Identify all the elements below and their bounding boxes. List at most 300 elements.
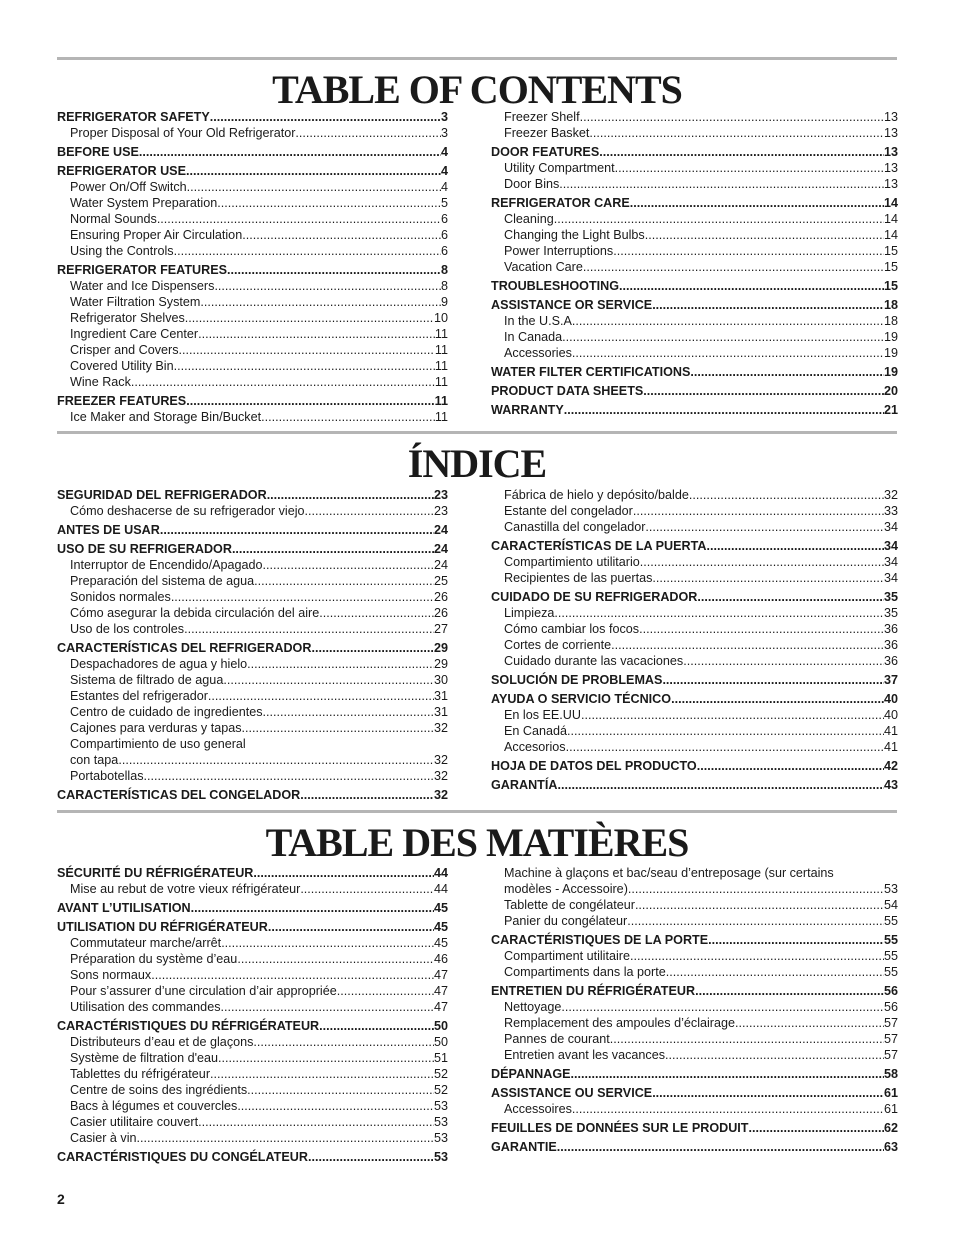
toc-page-number: 36 [883, 622, 898, 636]
toc-section-heading[interactable] [491, 691, 898, 707]
toc-entry-label: Crisper and Covers [70, 343, 179, 357]
toc-section-heading[interactable] [57, 522, 448, 538]
dot-leader [580, 109, 884, 125]
toc-entry[interactable] [491, 176, 898, 192]
toc-entry-label: Cuidado durante las vacaciones [504, 654, 684, 668]
toc-page-number: 42 [883, 759, 898, 773]
dot-leader [319, 1018, 434, 1034]
toc-page-number: 61 [883, 1102, 898, 1116]
toc-entry[interactable] [491, 964, 898, 980]
toc-page-number: 43 [883, 778, 898, 792]
toc-entry[interactable] [57, 720, 448, 736]
toc-page-number: 55 [883, 933, 898, 947]
toc-entry[interactable] [491, 109, 898, 125]
toc-page-number: 36 [883, 654, 898, 668]
toc-entry[interactable] [491, 313, 898, 329]
toc-page-number: 11 [434, 394, 448, 408]
dot-leader [628, 881, 884, 897]
toc-page-number: 53 [433, 1115, 448, 1129]
toc-entry-label: Limpieza [504, 606, 555, 620]
toc-page-number: 46 [433, 952, 448, 966]
toc-page-number: 11 [434, 410, 448, 424]
toc-page-number: 57 [883, 1032, 898, 1046]
toc-section-heading[interactable] [57, 1149, 448, 1165]
dot-leader [151, 967, 434, 983]
toc-entry[interactable] [491, 1047, 898, 1063]
toc-page-number: 32 [433, 788, 448, 802]
toc-entry[interactable] [491, 487, 898, 503]
dot-leader [308, 1149, 434, 1165]
toc-entry[interactable] [491, 211, 898, 227]
toc-page-number: 11 [434, 343, 448, 357]
toc-entry-label: Ensuring Proper Air Circulation [70, 228, 243, 242]
toc-entry-label: Ingredient Care Center [70, 327, 199, 341]
toc-entry[interactable] [491, 621, 898, 637]
toc-section-heading[interactable] [491, 383, 898, 399]
toc-entry[interactable] [57, 983, 448, 999]
toc-entry[interactable] [491, 1101, 898, 1117]
toc-entry[interactable] [491, 329, 898, 345]
toc-page-number: 11 [434, 327, 448, 341]
dot-leader [610, 1031, 884, 1047]
toc-section-heading[interactable] [57, 1018, 448, 1034]
toc-entry-label: DÉPANNAGE [491, 1067, 571, 1081]
dot-leader [247, 1082, 434, 1098]
toc-entry[interactable] [491, 519, 898, 535]
dot-leader [131, 374, 435, 390]
toc-entry-label: Casier à vin [70, 1131, 137, 1145]
toc-page-number: 4 [440, 180, 448, 194]
toc-entry-label: Compartiment utilitaire [504, 949, 630, 963]
toc-entry[interactable] [57, 1114, 448, 1130]
dot-leader [210, 109, 441, 125]
toc-page-number: 4 [440, 164, 448, 178]
toc-entry[interactable] [57, 557, 448, 573]
toc-entry[interactable] [491, 227, 898, 243]
toc-entry[interactable] [57, 125, 448, 141]
dot-leader [174, 243, 441, 259]
dot-leader [554, 605, 884, 621]
dot-leader [137, 1130, 434, 1146]
toc-page-number: 53 [433, 1131, 448, 1145]
toc-page-number: 45 [433, 936, 448, 950]
dot-leader [566, 739, 884, 755]
toc-entry[interactable] [57, 768, 448, 784]
toc-page-number: 61 [883, 1086, 898, 1100]
toc-page-number: 15 [883, 244, 898, 258]
toc-page-number: 58 [883, 1067, 898, 1081]
dot-leader [185, 310, 434, 326]
dot-leader [254, 573, 434, 589]
toc-page-number: 62 [883, 1121, 898, 1135]
toc-page-number: 32 [883, 488, 898, 502]
toc-entry[interactable] [57, 752, 448, 768]
toc-entry-label: Cómo asegurar la debida circulación del aire [70, 606, 320, 620]
toc-section-heading[interactable] [491, 402, 898, 418]
toc-entry[interactable] [57, 672, 448, 688]
dot-leader [735, 1015, 884, 1031]
toc-section-heading[interactable] [491, 1066, 898, 1082]
toc-entry[interactable] [57, 621, 448, 637]
english-title: TABLE OF CONTENTS [272, 67, 682, 112]
toc-entry-label: Fábrica de hielo y depósito/balde [504, 488, 689, 502]
toc-section-heading[interactable] [491, 538, 898, 554]
toc-section-heading[interactable] [57, 144, 448, 160]
toc-page-number: 3 [440, 110, 448, 124]
dot-leader [242, 227, 441, 243]
toc-entry[interactable] [491, 881, 898, 897]
toc-section-heading[interactable] [57, 487, 448, 503]
dot-leader [186, 163, 441, 179]
dot-leader [561, 999, 884, 1015]
toc-section-heading[interactable] [491, 589, 898, 605]
toc-section-heading[interactable] [491, 297, 898, 313]
dot-leader [118, 752, 434, 768]
dot-leader [630, 195, 884, 211]
toc-entry-label: Pour s’assurer d’une circulation d’air appropriée [70, 984, 337, 998]
dot-leader [599, 144, 884, 160]
toc-entry-label: Refrigerator Shelves [70, 311, 185, 325]
toc-entry[interactable] [491, 999, 898, 1015]
toc-entry-label: GARANTIE [491, 1140, 557, 1154]
toc-entry[interactable] [57, 881, 448, 897]
toc-entry-label: Water System Preparation [70, 196, 218, 210]
toc-entry[interactable] [57, 409, 448, 425]
toc-entry-label: Cómo cambiar los focos [504, 622, 640, 636]
toc-section-heading[interactable] [57, 640, 448, 656]
toc-entry[interactable] [57, 211, 448, 227]
toc-entry-label: AVANT L’UTILISATION [57, 901, 191, 915]
toc-entry[interactable] [57, 1098, 448, 1114]
toc-entry[interactable] [491, 723, 898, 739]
toc-section-heading[interactable] [491, 364, 898, 380]
toc-entry-label: ENTRETIEN DU RÉFRIGÉRATEUR [491, 984, 696, 998]
toc-entry[interactable] [491, 243, 898, 259]
toc-page-number: 18 [883, 298, 898, 312]
toc-entry[interactable] [57, 278, 448, 294]
toc-entry-label: Normal Sounds [70, 212, 157, 226]
toc-entry-label: CARACTÉRISTIQUES DU RÉFRIGÉRATEUR [57, 1019, 320, 1033]
toc-page-number: 10 [433, 311, 448, 325]
toc-entry-label: REFRIGERATOR SAFETY [57, 110, 210, 124]
page-number: 2 [57, 1191, 65, 1207]
toc-section-heading[interactable] [57, 787, 448, 803]
toc-entry[interactable] [57, 374, 448, 390]
toc-entry-label: Sons normaux [70, 968, 152, 982]
toc-page-number: 30 [433, 673, 448, 687]
toc-entry[interactable] [491, 160, 898, 176]
dot-leader [295, 125, 441, 141]
dot-leader [554, 211, 884, 227]
toc-entry-label: REFRIGERATOR FEATURES [57, 263, 228, 277]
dot-leader [210, 1066, 434, 1082]
toc-entry[interactable] [57, 951, 448, 967]
toc-page-number: 44 [433, 866, 448, 880]
dot-leader [695, 983, 884, 999]
toc-page-number: 25 [433, 574, 448, 588]
toc-page-number: 21 [883, 403, 898, 417]
toc-entry-label: FREEZER FEATURES [57, 394, 187, 408]
toc-page-number: 32 [433, 721, 448, 735]
toc-section-heading[interactable] [491, 1085, 898, 1101]
toc-page-number: 19 [883, 346, 898, 360]
dot-leader [564, 402, 884, 418]
dot-leader [200, 294, 441, 310]
toc-entry-label: REFRIGERATOR USE [57, 164, 186, 178]
dot-leader [198, 326, 435, 342]
toc-entry-label: Using the Controls [70, 244, 174, 258]
toc-page-number: 19 [883, 365, 898, 379]
toc-entry-label: Freezer Shelf [504, 110, 580, 124]
toc-entry-label: Accesorios [504, 740, 566, 754]
dot-leader [583, 259, 884, 275]
toc-page-number: 47 [433, 984, 448, 998]
toc-entry[interactable] [491, 707, 898, 723]
toc-entry[interactable] [491, 1015, 898, 1031]
toc-entry[interactable] [57, 179, 448, 195]
toc-entry[interactable] [57, 1082, 448, 1098]
toc-entry[interactable] [57, 326, 448, 342]
toc-entry-label: Accessories [504, 346, 572, 360]
toc-entry[interactable] [491, 637, 898, 653]
toc-entry-label: HOJA DE DATOS DEL PRODUCTO [491, 759, 697, 773]
dot-leader [611, 637, 884, 653]
toc-page-number: 26 [433, 606, 448, 620]
toc-entry[interactable] [57, 1066, 448, 1082]
toc-entry[interactable] [491, 259, 898, 275]
dot-leader [749, 1120, 884, 1136]
dot-leader [645, 227, 884, 243]
toc-entry[interactable] [57, 1034, 448, 1050]
toc-entry[interactable] [491, 913, 898, 929]
toc-page-number: 53 [883, 882, 898, 896]
toc-entry-label: REFRIGERATOR CARE [491, 196, 630, 210]
toc-entry[interactable] [57, 358, 448, 374]
toc-page-number: 55 [883, 914, 898, 928]
dot-leader [223, 672, 434, 688]
toc-section-heading[interactable] [491, 278, 898, 294]
toc-entry[interactable] [491, 605, 898, 621]
toc-entry[interactable] [57, 605, 448, 621]
dot-leader [184, 621, 434, 637]
toc-entry[interactable] [491, 570, 898, 586]
dot-leader [572, 345, 884, 361]
toc-page-number: 8 [440, 263, 448, 277]
toc-entry-label: Tablette de congélateur [504, 898, 635, 912]
toc-entry[interactable] [57, 573, 448, 589]
dot-leader [319, 605, 434, 621]
dot-leader [690, 364, 884, 380]
toc-entry-label: UTILISATION DU RÉFRIGÉRATEUR [57, 920, 268, 934]
toc-page-number: 13 [883, 145, 898, 159]
toc-page-number: 41 [883, 740, 898, 754]
toc-entry[interactable] [491, 1031, 898, 1047]
toc-entry-label: ASSISTANCE OR SERVICE [491, 298, 653, 312]
toc-page-number: 40 [883, 708, 898, 722]
toc-page-number: 24 [433, 523, 448, 537]
toc-page-number: 55 [883, 965, 898, 979]
dot-leader [214, 278, 441, 294]
toc-entry[interactable] [57, 195, 448, 211]
toc-entry-label: Préparation du système d’eau [70, 952, 238, 966]
dot-leader [232, 541, 434, 557]
dot-leader [640, 554, 884, 570]
toc-entry-label: USO DE SU REFRIGERADOR [57, 542, 232, 556]
toc-entry-label: Portabotellas [70, 769, 144, 783]
toc-section-heading[interactable] [57, 109, 448, 125]
toc-entry-label: Compartiments dans la porte [504, 965, 666, 979]
toc-entry[interactable] [57, 656, 448, 672]
toc-section-heading[interactable] [491, 777, 898, 793]
dot-leader [305, 503, 434, 519]
toc-entry-label: Water and Ice Dispensers [70, 279, 215, 293]
toc-page-number: 6 [440, 212, 448, 226]
toc-entry-label: Ice Maker and Storage Bin/Bucket [70, 410, 262, 424]
dot-leader [615, 160, 884, 176]
toc-entry-label: In Canada [504, 330, 563, 344]
dot-leader [633, 503, 884, 519]
toc-entry-label: Nettoyage [504, 1000, 562, 1014]
toc-entry[interactable] [57, 1130, 448, 1146]
dot-leader [139, 144, 441, 160]
toc-entry-label: CARACTÉRISTIQUES DU CONGÉLATEUR [57, 1150, 308, 1164]
toc-page-number: 63 [883, 1140, 898, 1154]
toc-section-heading[interactable] [491, 672, 898, 688]
toc-page-number: 6 [440, 228, 448, 242]
toc-page-number: 37 [883, 673, 898, 687]
toc-entry-label: modèles - Accessoire) [504, 882, 628, 896]
dot-leader [697, 758, 884, 774]
toc-section-heading[interactable] [491, 758, 898, 774]
dot-leader [174, 358, 435, 374]
toc-entry[interactable] [57, 227, 448, 243]
toc-page-number: 13 [883, 177, 898, 191]
toc-entry[interactable] [57, 503, 448, 519]
toc-entry[interactable] [57, 967, 448, 983]
toc-entry[interactable] [491, 897, 898, 913]
toc-section-heading[interactable] [491, 1120, 898, 1136]
toc-page-number: 5 [440, 196, 448, 210]
toc-page-number: 15 [883, 260, 898, 274]
toc-page-number: 55 [883, 949, 898, 963]
toc-section-heading[interactable] [491, 983, 898, 999]
toc-entry[interactable] [491, 125, 898, 141]
toc-entry[interactable] [491, 739, 898, 755]
toc-entry-label: Centro de cuidado de ingredientes [70, 705, 263, 719]
toc-entry[interactable] [57, 342, 448, 358]
spanish-left-column [57, 487, 448, 803]
toc-entry-label: SEGURIDAD DEL REFRIGERADOR [57, 488, 267, 502]
toc-entry-label: Cómo deshacerse de su refrigerador viejo [70, 504, 305, 518]
toc-entry-label: Bacs à légumes et couvercles [70, 1099, 238, 1113]
toc-page-number: 27 [433, 622, 448, 636]
dot-leader [697, 589, 884, 605]
toc-entry-label: Tablettes du réfrigérateur [70, 1067, 211, 1081]
toc-page-number: 4 [440, 145, 448, 159]
toc-entry[interactable] [491, 948, 898, 964]
toc-section-heading[interactable] [57, 163, 448, 179]
dot-leader [708, 932, 884, 948]
toc-page-number: 53 [433, 1150, 448, 1164]
toc-entry[interactable] [491, 345, 898, 361]
toc-page-number: 36 [883, 638, 898, 652]
french-divider [57, 810, 897, 813]
toc-section-heading[interactable] [57, 900, 448, 916]
toc-page-number: 31 [433, 689, 448, 703]
toc-page-number: 24 [433, 558, 448, 572]
toc-entry[interactable] [57, 999, 448, 1015]
toc-entry-label: Estante del congelador [504, 504, 633, 518]
dot-leader [242, 720, 434, 736]
toc-entry-label: WARRANTY [491, 403, 564, 417]
toc-page-number: 14 [883, 228, 898, 242]
toc-entry[interactable] [57, 589, 448, 605]
toc-entry-label: Casier utilitaire couvert [70, 1115, 199, 1129]
toc-page-number: 40 [883, 692, 898, 706]
toc-section-heading[interactable] [491, 195, 898, 211]
dot-leader [613, 243, 884, 259]
toc-entry[interactable] [57, 243, 448, 259]
toc-section-heading[interactable] [491, 932, 898, 948]
toc-section-heading[interactable] [491, 144, 898, 160]
toc-entry[interactable] [57, 294, 448, 310]
toc-section-heading[interactable] [57, 393, 448, 409]
toc-page-number: 29 [433, 641, 448, 655]
toc-entry[interactable] [491, 653, 898, 669]
dot-leader [652, 297, 884, 313]
dot-leader [683, 653, 884, 669]
toc-entry[interactable] [491, 554, 898, 570]
toc-entry-label: CARACTÉRISTIQUES DE LA PORTE [491, 933, 709, 947]
toc-entry-label: En Canadá [504, 724, 568, 738]
toc-entry[interactable] [57, 688, 448, 704]
toc-section-heading[interactable] [57, 262, 448, 278]
toc-entry[interactable] [57, 1050, 448, 1066]
dot-leader [571, 1066, 884, 1082]
dot-leader [311, 640, 434, 656]
toc-page-number: 45 [433, 901, 448, 915]
toc-entry-label: SOLUCIÓN DE PROBLEMAS [491, 673, 663, 687]
toc-entry-label: Interruptor de Encendido/Apagado [70, 558, 263, 572]
toc-section-heading[interactable] [57, 919, 448, 935]
toc-entry-label: CARACTERÍSTICAS DEL REFRIGERADOR [57, 641, 312, 655]
toc-entry-label: Cleaning [504, 212, 554, 226]
dot-leader [218, 1050, 434, 1066]
toc-page-number: 52 [433, 1067, 448, 1081]
toc-page-number: 11 [434, 359, 448, 373]
toc-page-number: 14 [883, 212, 898, 226]
toc-page-number: 13 [883, 161, 898, 175]
toc-page-number: 31 [433, 705, 448, 719]
toc-entry[interactable] [57, 704, 448, 720]
toc-entry-label: Commutateur marche/arrêt [70, 936, 222, 950]
toc-entry-label: Canastilla del congelador [504, 520, 646, 534]
toc-section-heading[interactable] [57, 541, 448, 557]
english-right-column [491, 109, 898, 418]
toc-section-heading[interactable] [491, 1139, 898, 1155]
dot-leader [300, 787, 434, 803]
toc-entry[interactable] [491, 503, 898, 519]
dot-leader [263, 704, 434, 720]
dot-leader [619, 278, 884, 294]
toc-entry-label: Utility Compartment [504, 161, 615, 175]
dot-leader [671, 691, 884, 707]
toc-entry[interactable] [57, 310, 448, 326]
toc-section-heading[interactable] [57, 865, 448, 881]
toc-entry-label: Wine Rack [70, 375, 131, 389]
dot-leader [227, 262, 441, 278]
toc-entry[interactable] [57, 935, 448, 951]
